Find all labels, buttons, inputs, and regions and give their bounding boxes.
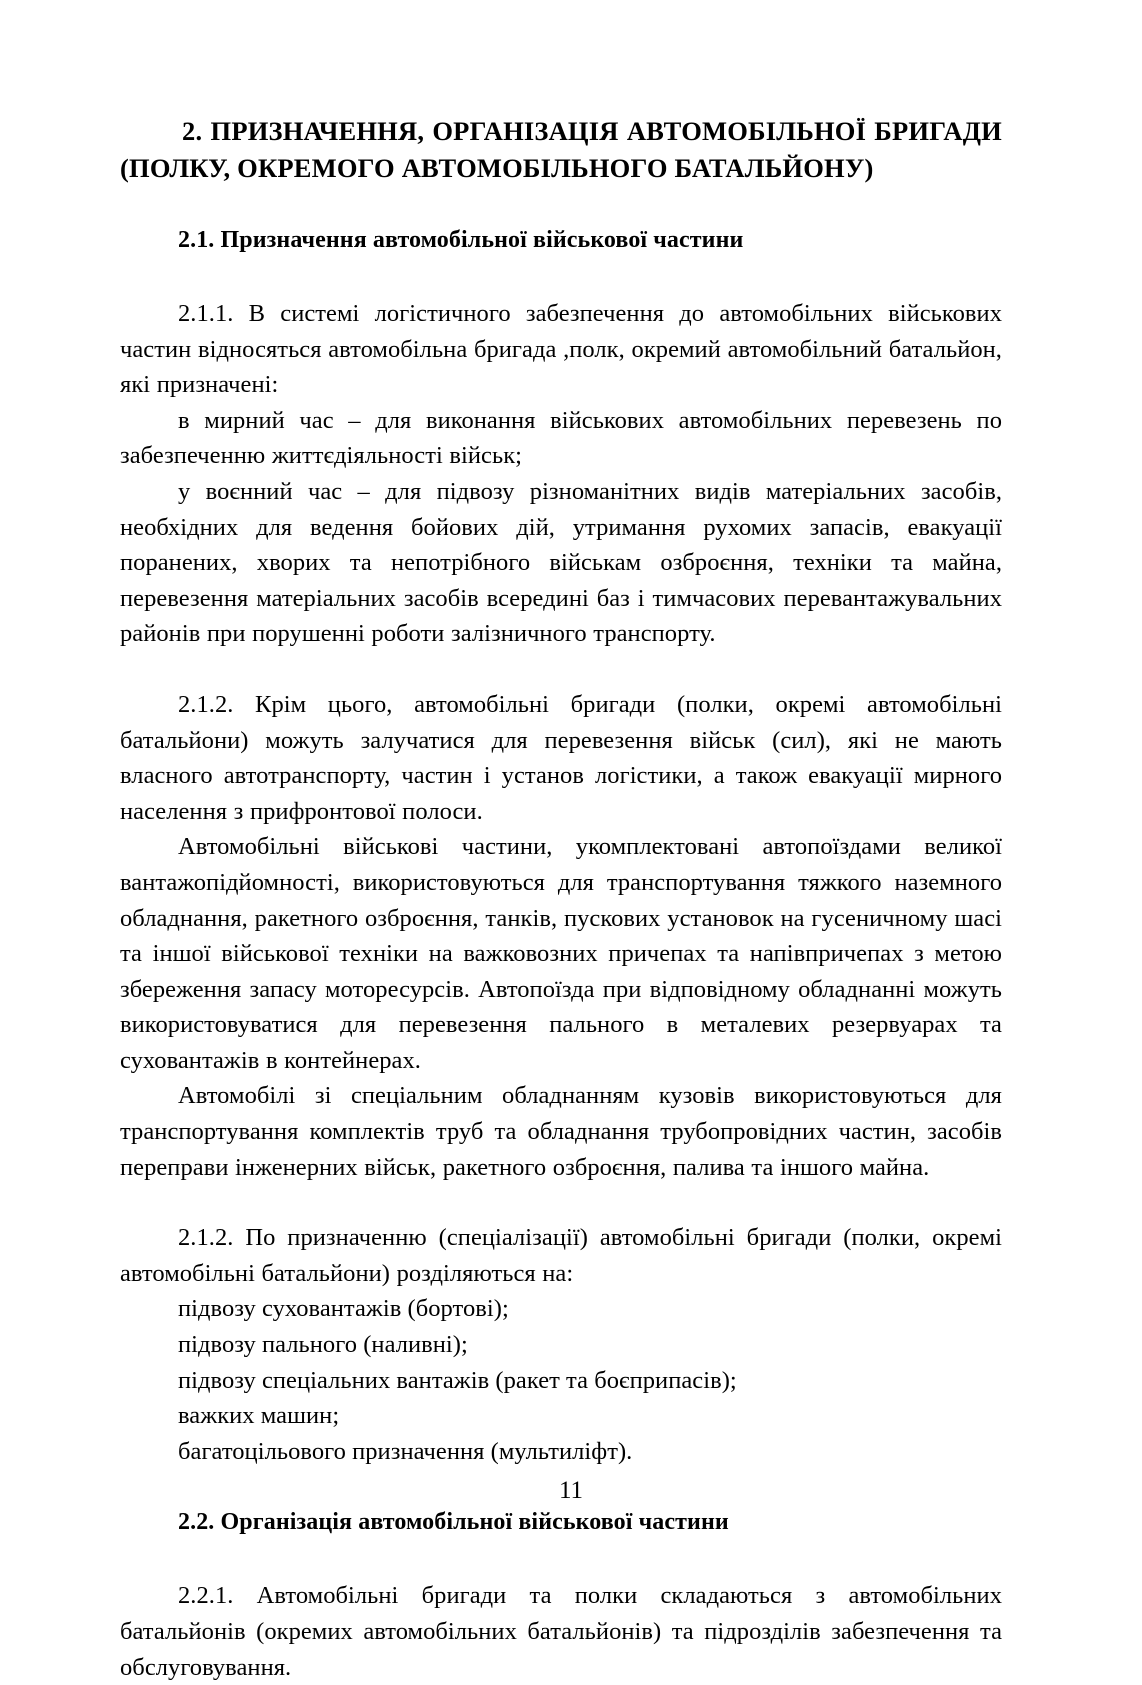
paragraph-peacetime: в мирний час – для виконання військових автомобільних перевезень по забезпеченню життєдіяльності військ; xyxy=(120,406,1002,470)
chapter-title-line-2: (ПОЛКУ, ОКРЕМОГО АВТОМОБІЛЬНОГО БАТАЛЬЙОНУ) xyxy=(120,153,874,183)
paragraph-2-1-2-b: 2.1.2. По призначенню (спеціалізації) автомобільні бригади (полки, окремі автомобільні батальйони) розділяються на: xyxy=(120,1224,1002,1287)
section-heading-2-1: 2.1. Призначення автомобільної військової частини xyxy=(178,227,744,253)
list-item: підвозу суховантажів (бортові); xyxy=(178,1295,509,1323)
spacer xyxy=(120,1540,1002,1578)
chapter-title-line-1: 2. ПРИЗНАЧЕННЯ, ОРГАНІЗАЦІЯ АВТОМОБІЛЬНОЇ БРИГАДИ xyxy=(182,116,1002,146)
page-number: 11 xyxy=(558,1477,584,1504)
spacer xyxy=(120,1185,1002,1220)
paragraph-2-1-1: 2.1.1. В системі логістичного забезпечення до автомобільних військових частин відносяться автомобільна бригада ,полк, окремий автомобільний батальйон, які призначені: xyxy=(120,300,1002,399)
section-heading-2-2: 2.2. Організація автомобільної військової частини xyxy=(178,1509,729,1536)
list-item: важких машин; xyxy=(178,1402,340,1430)
list-item: багатоцільового призначення (мультиліфт). xyxy=(178,1437,633,1465)
list-item: підвозу пального (наливні); xyxy=(178,1331,468,1359)
paragraph-road-trains: Автомобільні військові частини, укомплектовані автопоїздами великої вантажопідйомності, використовуються для транспортування тяжкого наземного обладнання, ракетного озброєння, танків, пускових установок на гусеничному шасі та іншої військової техніки на важковозних причепах та напівпричепах з метою збереження запасу моторесурсів. Автопоїзда при відповідному обладнанні можуть використовуватися для перевезення пального в металевих резервуарах та суховантажів в контейнерах. xyxy=(120,833,1002,1074)
spacer xyxy=(120,652,1002,687)
paragraph-special-bodies: Автомобілі зі спеціальним обладнанням кузовів використовуються для транспортування комплектів труб та обладнання трубопровідних частин, засобів переправи інженерних військ, ракетного озброєння, палива та іншого майна. xyxy=(120,1082,1002,1181)
list-item: підвозу спеціальних вантажів (ракет та боєприпасів); xyxy=(178,1366,737,1394)
paragraph-wartime: у воєнний час – для підвозу різноманітних видів матеріальних засобів, необхідних для ведення бойових дій, утримання рухомих запасів, евакуації поранених, хворих та непотрібного військам озброєння, техніки та майна, перевезення матеріальних засобів всередині баз і тимчасових перевантажувальних районів при порушенні роботи залізничного транспорту. xyxy=(120,477,1002,648)
paragraph-2-2-1: 2.2.1. Автомобільні бригади та полки складаються з автомобільних батальйонів (окремих автомобільних батальйонів) та підрозділів забезпечення та обслуговування. xyxy=(120,1582,1002,1681)
paragraph-2-1-2-a: 2.1.2. Крім цього, автомобільні бригади (полки, окремі автомобільні батальйони) можуть залучатися для перевезення військ (сил), які не мають власного автотранспорту, частин і установ логістики, а також евакуації мирного населення з прифронтової полоси. xyxy=(120,690,1002,825)
spacer xyxy=(120,258,1002,296)
spacer xyxy=(120,187,1002,222)
page-content xyxy=(120,113,1002,1685)
chapter-title xyxy=(120,113,1002,187)
